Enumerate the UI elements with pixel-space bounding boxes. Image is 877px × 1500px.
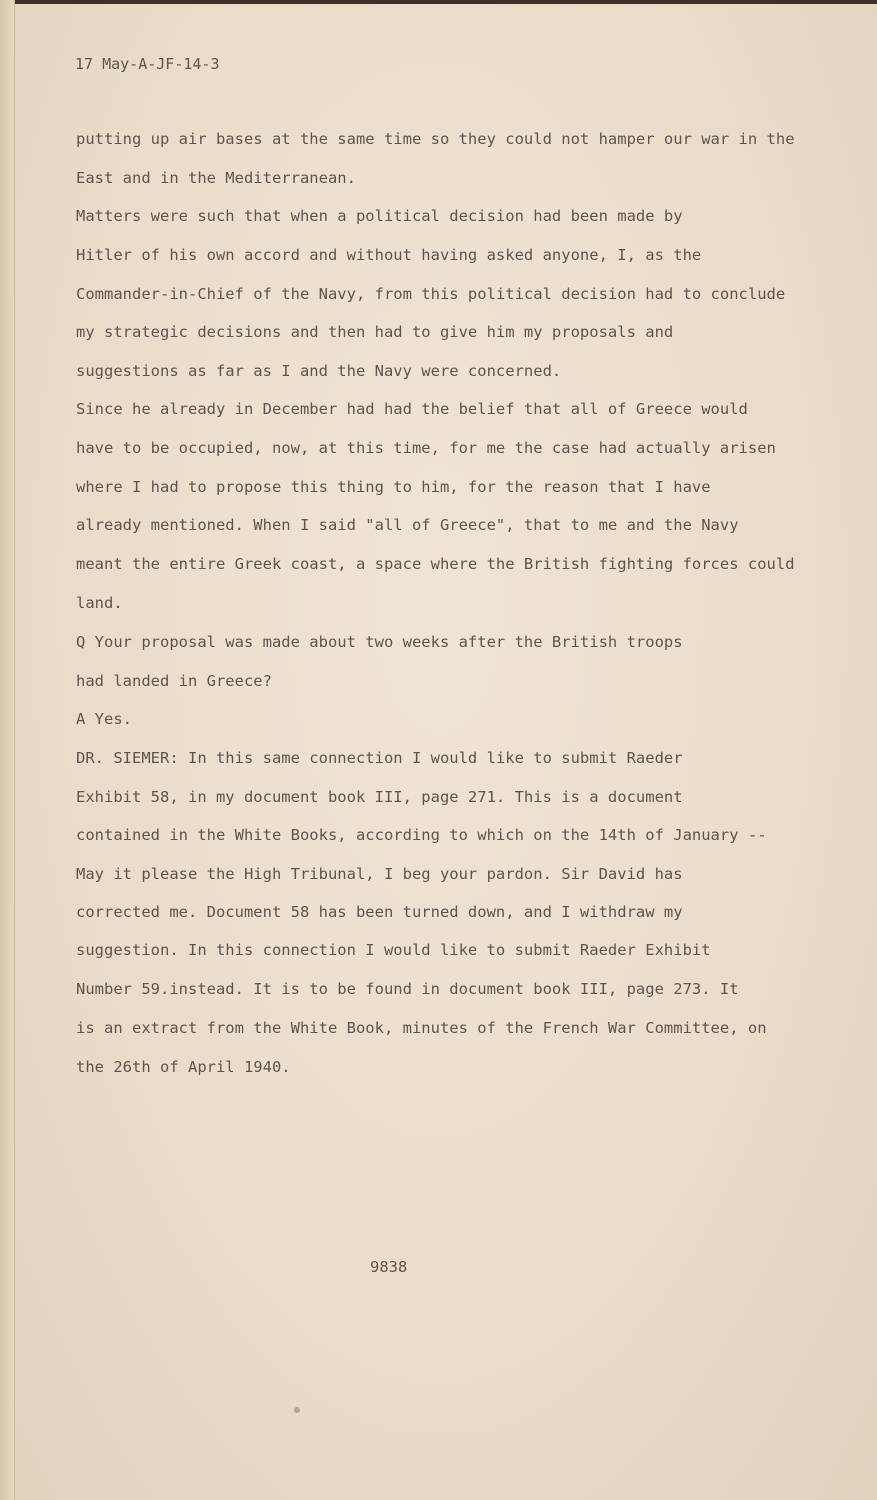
body-line: Commander-in-Chief of the Navy, from this political decision had to conclude (76, 285, 786, 303)
body-line: May it please the High Tribunal, I beg your pardon. Sir David has (76, 865, 683, 883)
question-line: Q Your proposal was made about two weeks after the British troops (76, 633, 683, 651)
answer-line: A Yes. (76, 710, 132, 728)
paper-speck (294, 1407, 300, 1413)
body-line: land. (76, 594, 123, 612)
body-line: corrected me. Document 58 has been turned down, and I withdraw my (76, 903, 683, 921)
body-line: East and in the Mediterranean. (76, 169, 356, 187)
question-line: had landed in Greece? (76, 672, 272, 690)
page-number: 9838 (370, 1258, 408, 1276)
body-line: the 26th of April 1940. (76, 1058, 291, 1076)
body-line: Hitler of his own accord and without having asked anyone, I, as the (76, 246, 702, 264)
body-line: putting up air bases at the same time so they could not hamper our war in the (76, 130, 795, 148)
top-edge-shadow (0, 0, 877, 4)
body-line: meant the entire Greek coast, a space where the British fighting forces could (76, 555, 795, 573)
body-line: Since he already in December had had the belief that all of Greece would (76, 400, 748, 418)
body-line: have to be occupied, now, at this time, for me the case had actually arisen (76, 439, 776, 457)
body-line: where I had to propose this thing to him, for the reason that I have (76, 478, 711, 496)
body-line: Exhibit 58, in my document book III, page 271. This is a document (76, 788, 683, 806)
body-line: suggestions as far as I and the Navy were concerned. (76, 362, 562, 380)
body-line: is an extract from the White Book, minutes of the French War Committee, on (76, 1019, 767, 1037)
body-line: contained in the White Books, according to which on the 14th of January -- (76, 826, 767, 844)
body-line: already mentioned. When I said "all of Greece", that to me and the Navy (76, 516, 739, 534)
body-line: my strategic decisions and then had to give him my proposals and (76, 323, 674, 341)
torn-left-edge (0, 0, 15, 1500)
body-line: Number 59.instead. It is to be found in document book III, page 273. It (76, 980, 739, 998)
body-line: Matters were such that when a political decision had been made by (76, 207, 683, 225)
document-id-header: 17 May-A-JF-14-3 (75, 55, 220, 73)
speaker-line: DR. SIEMER: In this same connection I would like to submit Raeder (76, 749, 683, 767)
body-line: suggestion. In this connection I would like to submit Raeder Exhibit (76, 941, 711, 959)
